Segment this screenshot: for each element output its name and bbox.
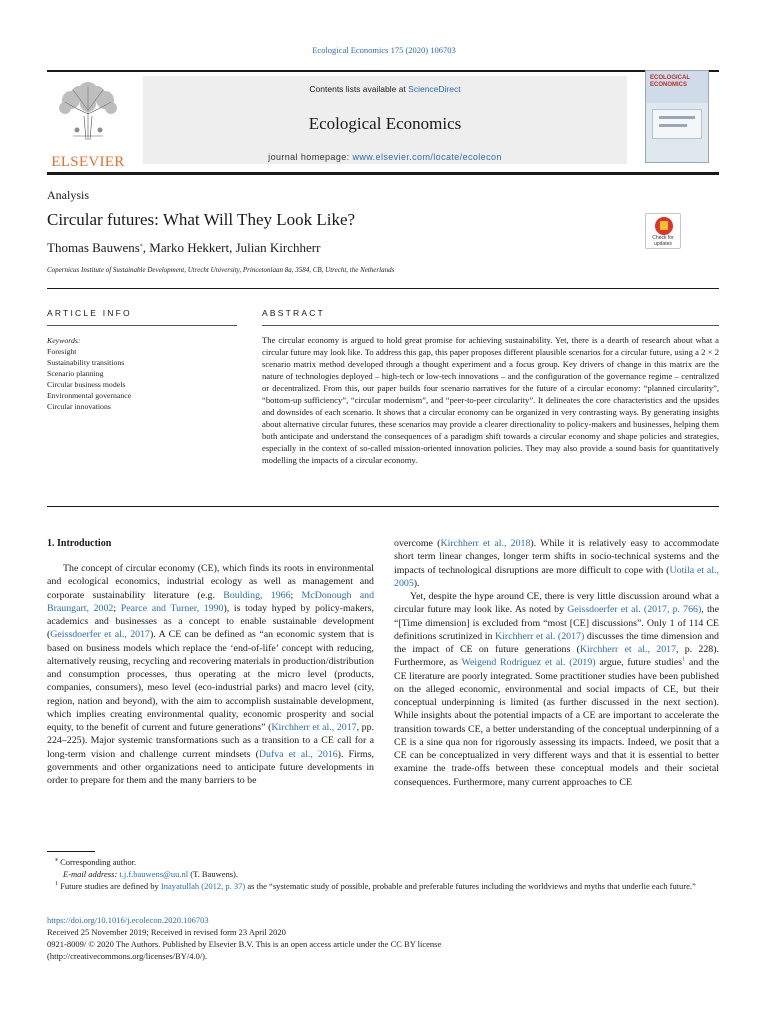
reference-link[interactable]: Kirchherr et al., 2017: [271, 722, 357, 733]
contents-prefix: Contents lists available at: [309, 84, 409, 94]
sciencedirect-link[interactable]: ScienceDirect: [408, 84, 461, 94]
intro-right-column: [394, 537, 719, 789]
author-separator: ,: [142, 240, 150, 255]
cover-title: ECOLOGICAL ECONOMICS: [650, 75, 690, 88]
check-updates-label: Check for updates: [652, 235, 674, 247]
footnote-1: [47, 880, 719, 892]
reference-link[interactable]: McDonough and Braungart, 2002: [47, 589, 375, 614]
keyword: Circular business models: [47, 380, 126, 389]
homepage-line: [143, 152, 627, 162]
journal-title: Ecological Economics: [308, 114, 462, 133]
author-name[interactable]: Marko Hekkert: [149, 240, 230, 255]
author-email-link[interactable]: t.j.f.bauwens@uu.nl: [119, 869, 189, 879]
abstract-heading: ABSTRACT: [262, 308, 325, 318]
author-affiliation: Copernicus Institute of Sustainable Development, Utrecht University, Princetonlaan 8a, 3584, CB, Utrecht, the Netherlands: [47, 266, 395, 274]
abstract-bottom-rule: [47, 506, 719, 507]
corresponding-mark: ⁎: [55, 857, 58, 864]
elsevier-tree-icon: [53, 80, 123, 142]
reference-link[interactable]: Uotila et al., 2005: [394, 564, 720, 589]
author-name[interactable]: Julian Kirchherr: [235, 240, 321, 255]
cover-image: [652, 109, 702, 139]
check-for-updates-badge[interactable]: [645, 213, 681, 249]
doi-link[interactable]: https://doi.org/10.1016/j.ecolecon.2020.106703: [47, 915, 209, 925]
intro-paragraph: [394, 590, 719, 789]
introduction-heading: 1. Introduction: [47, 538, 112, 549]
publisher-name: ELSEVIER: [51, 154, 125, 170]
body-text: , p. 228). Furthermore, as: [394, 644, 719, 669]
author-list: [47, 240, 320, 256]
keywords-block: [47, 335, 237, 412]
body-text: ). A CE can be defined as “an economic system that is based on business models which replace the ‘end-of-life’ concept with reducing, alternatively reusing, recycling and recovering materials in production/distribution and consumption processes, thus operating at the micro level (products, companies, consumers), meso level (eco-industrial parks) and macro level (city, region, nation and beyond), with the aim to accomplish sustainable development, which implies creating environmental quality, economic prosperity and social equity, to the benefit of current and future generations” (: [47, 629, 374, 733]
reference-link[interactable]: Dufva et al., 2016: [258, 748, 338, 760]
article-info-underline: [47, 325, 237, 326]
reference-link[interactable]: Boulding, 1966: [223, 589, 291, 601]
keyword: Environmental governance: [47, 391, 132, 400]
inayatullah-link[interactable]: Inayatullah (2012, p. 37): [160, 881, 246, 891]
check-updates-icon: [655, 217, 673, 235]
keyword: Sustainability transitions: [47, 358, 125, 367]
body-text: The concept of circular economy (CE), which finds its roots in environmental and ecological economics, industrial ecology as well as management and corporate sustainability literature (e.g.: [47, 563, 374, 601]
footnote-ref[interactable]: 1: [682, 656, 686, 663]
reference-link[interactable]: Geissdoerfer et al. (2017, p. 766): [567, 604, 702, 616]
article-section: Analysis: [47, 188, 89, 202]
abstract-text: The circular economy is argued to hold great promise for achieving sustainability. Yet, there is a dearth of research about what a circular future may look like. To address this gap, this paper proposes different plausible scenarios for a circular future, using a 2 × 2 scenario matrix method developed through a thought experiment and a focus group. Key drivers of change in this matrix are the nature of technologies deployed – high-tech or low-tech innovations – and the configuration of the governance regime – centralized or decentralized. From this, our paper builds four scenario narratives for the future of a circular economy: “planned circularity”, “bottom-up sufficiency”, “circular modernism”, and “peer-to-peer circularity”. It delineates the core characteristics and the upsides and downsides of each scenario. It shows that a circular economy can be organized in very contrasting ways. By generating insights about alternative circular futures, these scenarios may provide a clearer directionality to policy-makers and businesses, helping them both anticipate and understand the consequences of a paradigm shift towards a circular economy and shape policies and strategies, especially in the context of so-called mission-oriented innovation policies. They may also provide a sound basis for quantitatively modelling the impacts of a circular economy.: [262, 335, 719, 465]
article-meta: [47, 914, 719, 962]
reference-link[interactable]: Kirchherr et al. (2017): [495, 630, 585, 642]
masthead-bottom-rule: [47, 172, 719, 175]
keywords-label: Keywords:: [47, 336, 81, 345]
license-url[interactable]: (http://creativecommons.org/licenses/BY/4.0/).: [47, 951, 208, 961]
abstract-underline: [262, 325, 719, 326]
reference-link[interactable]: Geissdoerfer et al., 2017: [50, 629, 150, 641]
keyword: Scenario planning: [47, 369, 104, 378]
homepage-prefix: journal homepage:: [268, 152, 353, 162]
journal-citation[interactable]: Ecological Economics 175 (2020) 106703: [312, 45, 456, 55]
intro-paragraph-continued: [394, 537, 719, 590]
body-text: , the “[Time dimension] is excluded from “most [CE] discussions”. Only 1 of 114 CE definitions scrutinized in: [394, 604, 720, 642]
contents-line: [143, 84, 627, 94]
footnote-rule: [47, 851, 95, 852]
footnote-1-suffix: as the “systematic study of possible, probable and preferable futures including the worldviews and myths that underlie each future.”: [245, 881, 696, 891]
corresponding-text: Corresponding author.: [60, 857, 137, 867]
reference-link[interactable]: Pearce and Turner, 1990: [120, 602, 224, 614]
body-text: and the CE literature are poorly integrated. Some practitioner studies have been published on the alleged economic, environmental and social impacts of CE, but their conceptual underpinning is limited (as further discussed in the next section). While insights about the potential impacts of a CE are important to accelerate the transition towards CE, a better understanding of the conceptual underpinning of a CE is a sine qua non for rigorously assessing its impacts. Indeed, we posit that a CE can be conceptualized in very different ways and that it is essential to better examine the trade-offs between these conceptual models and their societal consequences. Furthermore, many current approaches to CE: [394, 657, 719, 788]
intro-left-column: [47, 562, 374, 787]
journal-banner: [143, 76, 627, 164]
email-label: E-mail address:: [63, 869, 118, 879]
body-text: ).: [413, 577, 420, 589]
corresponding-footnote: [47, 856, 719, 868]
body-text: ;: [290, 589, 302, 601]
intro-paragraph: [47, 562, 374, 787]
author-separator: ,: [229, 240, 236, 255]
body-text: discusses the time dimension and the impact of CE on future generations (: [394, 630, 719, 655]
body-text: overcome (: [394, 538, 441, 549]
reference-link[interactable]: Kirchherr et al., 2017: [579, 644, 677, 655]
issn-copyright: 0921-8009/ © 2020 The Authors. Published by Elsevier B.V. This is an open access article under the CC BY license: [47, 939, 442, 949]
journal-homepage-link[interactable]: www.elsevier.com/locate/ecolecon: [352, 152, 502, 162]
author-name[interactable]: Thomas Bauwens: [47, 240, 140, 255]
publisher-logo[interactable]: [47, 76, 129, 170]
footnote-1-mark: 1: [55, 881, 58, 888]
received-dates: Received 25 November 2019; Received in revised form 23 April 2020: [47, 927, 286, 937]
article-info-heading: ARTICLE INFO: [47, 308, 132, 318]
masthead: [47, 70, 719, 170]
email-footnote: [47, 868, 719, 880]
body-text: ;: [113, 602, 121, 614]
body-text: ). While it is relatively easy to accommodate short term linear changes, longer term shifts in socio-technical systems and the impacts of technological disruptions are more difficult to cope with (: [394, 538, 719, 576]
body-text: , pp. 224–225). Major systemic transformations such as a transition to a CE call for a long-term vision and challenge current mindsets (: [47, 722, 375, 760]
article-info-rule: [47, 288, 719, 289]
body-text: Yet, despite the hype around CE, there is very little discussion around what a circular future may look like. As noted by: [394, 591, 719, 616]
email-suffix: (T. Bauwens).: [188, 869, 238, 879]
footnote-1-prefix: Future studies are defined by: [58, 881, 161, 891]
reference-link[interactable]: Kirchherr et al., 2018: [440, 538, 531, 549]
keyword: Foresight: [47, 347, 77, 356]
article-title: Circular futures: What Will They Look Like?: [47, 210, 356, 229]
keyword: Circular innovations: [47, 402, 111, 411]
corresponding-author-mark[interactable]: ⁎: [139, 242, 143, 249]
body-text: ), is today hyped by policy-makers, academics and businesses as a concept to enable sustainable development (: [47, 602, 374, 641]
body-text: ). Firms, governments and other organizations need to anticipate future developments in order to prepare for them and the many barriers to be: [47, 748, 375, 786]
body-text: argue, future studies: [595, 657, 683, 669]
reference-link[interactable]: Weigend Rodríguez et al. (2019): [461, 657, 596, 669]
footnotes: [47, 856, 719, 892]
journal-cover[interactable]: [645, 70, 709, 163]
